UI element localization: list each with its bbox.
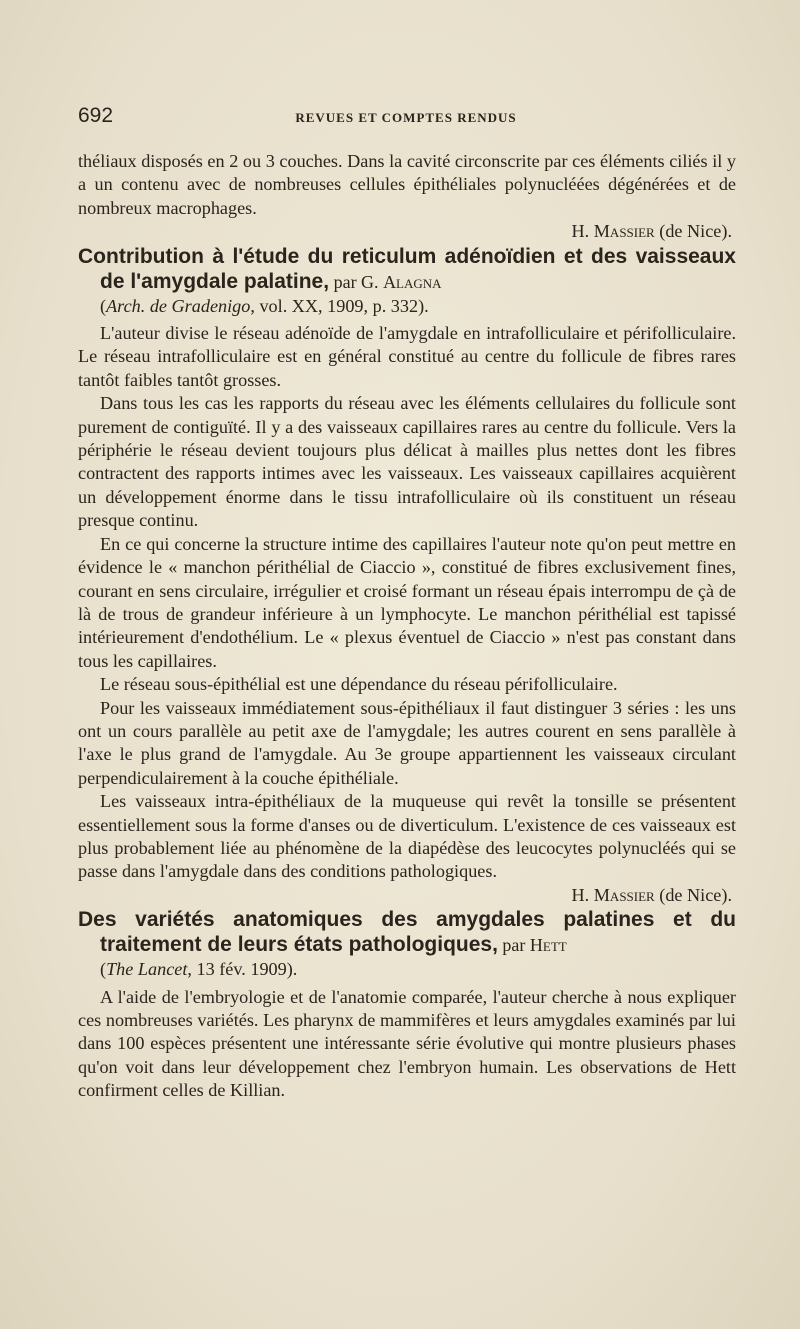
signature: H. Massier (de Nice). — [571, 221, 732, 242]
running-head: REVUES ET COMPTES RENDUS — [295, 110, 517, 125]
page-number: 692 — [78, 104, 114, 127]
body-paragraph: Le réseau sous-épithélial est une dépendance du réseau périfolliculaire. — [100, 674, 618, 695]
review-article-1 — [78, 244, 736, 908]
page-header — [78, 104, 734, 134]
body-paragraph: En ce qui concerne la structure intime des capillaires l'auteur note qu'on peut mettre en évidence le « manchon périthélial de Ciaccio », constitué de fibres exclusivement fines, courant en sens circulaire, irrégulier et croisé formant un réseau épais interrompu de çà de là de trous de grandeur inférieure à un lymphocyte. Le manchon périthélial est tapissé intérieurement d'endothélium. Le « plexus éventuel de Ciaccio » n'est pas constant dans tous les capillaires. — [78, 533, 736, 671]
review-article-2 — [78, 907, 736, 1102]
body-paragraph: Dans tous les cas les rapports du réseau avec les éléments cellulaires du follicule sont purement de contiguïté. Il y a des vaisseaux capillaires rares au centre du follicule. Vers la périphérie le réseau devient toujours plus délicat à mailles plus nettes dont les fibres contractent des rapports intimes avec les vaisseaux. Les vaisseaux capillaires acquièrent un développement énorme dans le tissu intrafolliculaire où ils constituent un réseau presque continu. — [78, 393, 736, 531]
article-title: Contribution à l'étude du reticulum adénoïdien et des vaisseaux de l'amygdale palatine, par G. Alagna — [78, 244, 736, 293]
page-body — [78, 150, 736, 1103]
signature: H. Massier (de Nice). — [571, 884, 732, 905]
article-author: Hett — [529, 935, 567, 956]
body-paragraph: A l'aide de l'embryologie et de l'anatomie comparée, l'auteur cherche à nous expliquer ces nombreuses variétés. Les pharynx de mammifères et leurs amygdales examinés par lui dans 100 espèces présentent une intéressante série évolutive qui montre plusieurs phases qu'on voit dans leur développement chez l'embryon humain. Les observations de Hett confirment celles de Killian. — [78, 986, 736, 1101]
article-title: Des variétés anatomiques des amygdales palatines et du traitement de leurs états pathologiques, par Hett — [78, 908, 736, 957]
body-paragraph: Pour les vaisseaux immédiatement sous-épithéliaux il faut distinguer 3 séries : les uns ont un cours parallèle au petit axe de l'amygdale; les autres courent en sens parallèle à l'axe le plus grand de l'amygdale. Au 3e groupe appartiennent les vaisseaux circulant perpendiculairement à la couche épithéliale. — [78, 697, 736, 788]
continuation-paragraph: théliaux disposés en 2 ou 3 couches. Dans la cavité circonscrite par ces éléments ciliés il y a un contenu avec de nombreuses cellules épithéliales polynucléées dégénérées et de nombreux macrophages. — [78, 151, 736, 218]
body-paragraph: L'auteur divise le réseau adénoïde de l'amygdale en intrafolliculaire et périfolliculaire. Le réseau intrafolliculaire est en général constitué au centre du follicule de fibres rares tantôt faibles tantôt grosses. — [78, 323, 736, 390]
body-paragraph: Les vaisseaux intra-épithéliaux de la muqueuse qui revêt la tonsille se présentent essentiellement sous la forme d'anses ou de diverticulum. L'existence de ces vaisseaux est plus probablement liée au phénomène de la diapédèse des leucocytes polynucléés qui se passe dans l'amygdale dans des conditions pathologiques. — [78, 791, 736, 882]
article-author: Alagna — [383, 271, 442, 292]
article-source: (The Lancet, 13 fév. 1909). — [100, 959, 298, 980]
article-source: (Arch. de Gradenigo, vol. XX, 1909, p. 332). — [100, 295, 429, 316]
